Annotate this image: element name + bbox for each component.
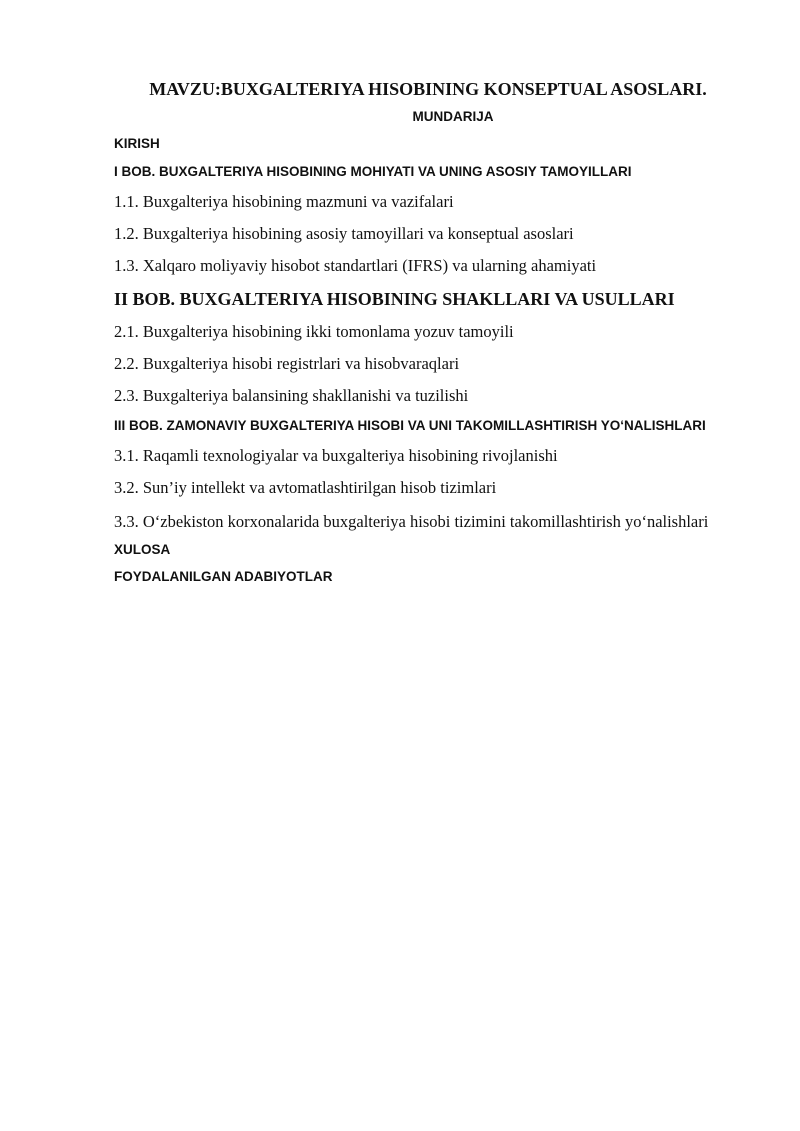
toc-item-3-2: 3.2. Sun’iy intellekt va avtomatlashtirilgan hisob tizimlari <box>114 477 497 497</box>
toc-item-3-1: 3.1. Raqamli texnologiyalar va buxgalteriya hisobining rivojlanishi <box>114 445 558 465</box>
toc-item-2-1: 2.1. Buxgalteriya hisobining ikki tomonlama yozuv tamoyili <box>114 321 514 341</box>
document-title: MAVZU:BUXGALTERIYA HISOBINING KONSEPTUAL ASOSLARI. <box>149 79 707 99</box>
document-body <box>114 72 742 591</box>
toc-item-3-3: 3.3. O‘zbekiston korxonalarida buxgalteriya hisobi tizimini takomillashtirish yo‘nalishlari <box>114 511 709 531</box>
toc-chapter-1-heading: I BOB. BUXGALTERIYA HISOBINING MOHIYATI VA UNING ASOSIY TAMOYILLARI <box>114 163 632 179</box>
toc-item-1-3: 1.3. Xalqaro moliyaviy hisobot standartlari (IFRS) va ularning ahamiyati <box>114 255 597 275</box>
toc-item-1-1: 1.1. Buxgalteriya hisobining mazmuni va vazifalari <box>114 191 454 211</box>
toc-chapter-2-heading: II BOB. BUXGALTERIYA HISOBINING SHAKLLARI VA USULLARI <box>114 288 675 309</box>
toc-conclusion: XULOSA <box>114 541 171 557</box>
toc-intro: KIRISH <box>114 136 160 151</box>
toc-references: FOYDALANILGAN ADABIYOTLAR <box>114 569 333 584</box>
table-of-contents <box>114 130 742 591</box>
toc-chapter-3-heading: III BOB. ZAMONAVIY BUXGALTERIYA HISOBI VA UNI TAKOMILLASHTIRISH YO‘NALISHLARI <box>114 417 706 433</box>
toc-item-1-2: 1.2. Buxgalteriya hisobining asosiy tamoyillari va konseptual asoslari <box>114 223 574 243</box>
toc-item-2-3: 2.3. Buxgalteriya balansining shakllanishi va tuzilishi <box>114 385 469 405</box>
toc-item-2-2: 2.2. Buxgalteriya hisobi registrlari va hisobvaraqlari <box>114 353 460 373</box>
toc-heading: MUNDARIJA <box>412 109 494 124</box>
